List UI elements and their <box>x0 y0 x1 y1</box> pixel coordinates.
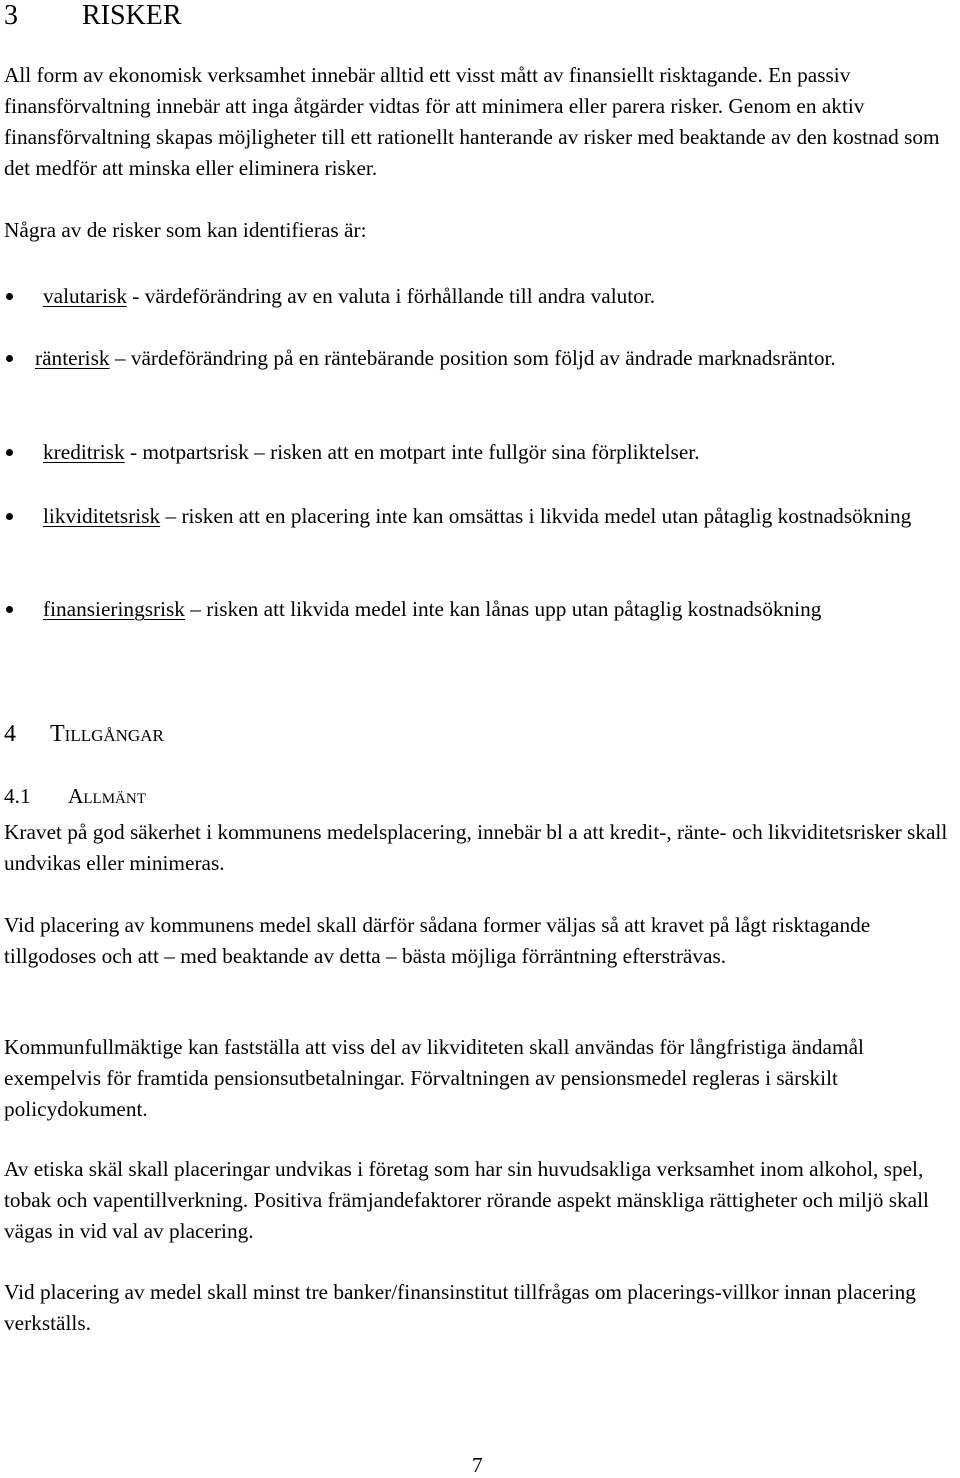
paragraph-banks: Vid placering av medel skall minst tre banker/finansinstitut tillfrågas om placerings-villkor innan placering verkställs. <box>4 1280 916 1335</box>
risk-term: valutarisk <box>43 284 127 308</box>
risk-intro-paragraph: All form av ekonomisk verksamhet innebär alltid ett visst mått av finansiellt risktagande. En passiv finansförvaltning innebär att inga åtgärder vidtas för att minimera eller parera risker. Genom en aktiv finansförvaltning skapas möjligheter till ett rationellt hanterande av risker med beaktande av den kostnad som det medför att minska eller eliminera risker. <box>4 63 940 180</box>
section-4-title: Tillgångar <box>50 721 164 747</box>
subsection-4-1-number: 4.1 <box>4 784 31 808</box>
section-3-title: RISKER <box>82 0 182 31</box>
paragraph-ethics: Av etiska skäl skall placeringar undvikas i företag som har sin huvudsakliga verksamhet inom alkohol, spel, tobak och vapentillverkning. Positiva främjandefaktorer rörande aspekt mänskliga rättigheter och miljö skall vägas in vid val av placering. <box>4 1157 929 1243</box>
risk-term: finansieringsrisk <box>43 597 185 621</box>
paragraph-placement-form: Vid placering av kommunens medel skall därför sådana former väljas så att kravet på lågt risktagande tillgodoses och att – med beaktande av detta – bästa möjliga förräntning eftersträvas. <box>4 913 871 968</box>
risk-description: - värdeförändring av en valuta i förhållande till andra valutor. <box>126 284 656 308</box>
risk-description: - motpartsrisk – risken att en motpart inte fullgör sina förpliktelser. <box>124 440 700 464</box>
section-4-heading <box>4 720 164 748</box>
subsection-4-1-title: Allmänt <box>68 784 146 808</box>
risk-term: kreditrisk <box>43 440 125 464</box>
risk-item-currency <box>4 281 960 312</box>
risk-description: – risken att likvida medel inte kan lånas upp utan påtaglig kostnadsökning <box>184 597 822 621</box>
section-4-number: 4 <box>4 721 16 747</box>
risk-term: likviditetsrisk <box>43 504 161 528</box>
risk-term: ränterisk <box>35 346 110 370</box>
page-number: 7 <box>472 1453 483 1477</box>
risk-item-credit <box>4 437 960 468</box>
risk-item-financing <box>4 594 960 625</box>
paragraph-long-term: Kommunfullmäktige kan fastställa att viss del av likviditeten skall användas för långfristiga ändamål exempelvis för framtida pensionsutbetalningar. Förvaltningen av pensionsmedel regleras i särskilt policydokument. <box>4 1035 864 1121</box>
paragraph-security: Kravet på god säkerhet i kommunens medelsplacering, innebär bl a att kredit-, ränte- och likviditetsrisker skall undvikas eller minimeras. <box>4 820 948 875</box>
risk-item-liquidity <box>4 501 960 532</box>
risk-description: – värdeförändring på en räntebärande position som följd av ändrade marknadsräntor. <box>109 346 836 370</box>
risk-list-intro: Några av de risker som kan identifieras är: <box>4 218 367 242</box>
subsection-4-1-heading <box>4 783 146 809</box>
risk-item-interest <box>4 343 960 374</box>
risk-description: – risken att en placering inte kan omsättas i likvida medel utan påtaglig kostnadsökning <box>160 504 912 528</box>
section-3-number: 3 <box>4 0 18 31</box>
section-3-heading <box>4 0 182 32</box>
